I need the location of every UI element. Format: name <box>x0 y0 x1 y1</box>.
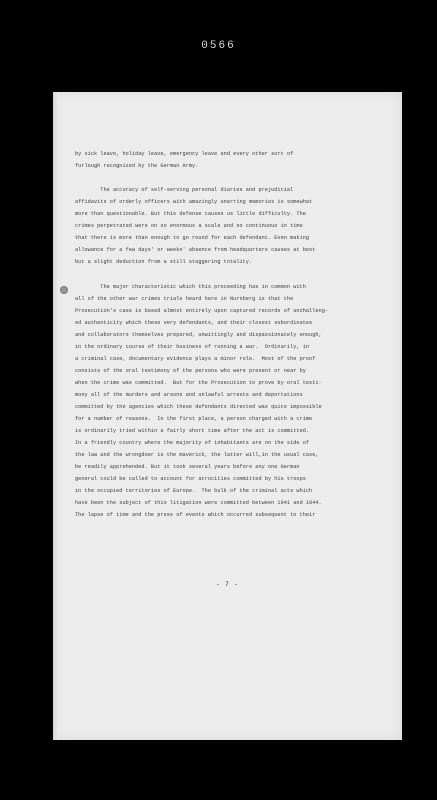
text-line: more than questionable. But this defense causes us little difficulty. The <box>75 211 306 218</box>
text-line: mony all of the murders and arsons and unlawful arrests and deportations <box>75 391 303 398</box>
text-line: have been the subject of this litigation were committed between 1941 and 1944. <box>75 500 322 507</box>
text-line: furlough recognized by the German Army. <box>75 163 199 170</box>
text-line: The lapse of time and the press of events which occurred subsequent to their <box>75 512 316 519</box>
page-edge-shadow <box>53 92 59 740</box>
text-line: crimes perpetrated were on so enormous a scale and so continuous in time <box>75 223 303 230</box>
text-line: consists of the oral testimony of the persons who were present or near by <box>75 367 306 374</box>
text-line: allowance for a few days' or weeks' absence from headquarters causes at best <box>75 247 316 254</box>
text-line: The accuracy of self-serving personal diaries and prejudicial <box>75 187 294 194</box>
text-line: committed by the agencies which these defendants directed was quite impossible <box>75 403 322 410</box>
text-line: that there is more than enough to go round for each defendant. Even making <box>75 235 310 242</box>
text-line: be readily apprehended. But it took several years before any one German <box>75 464 300 471</box>
page-number: - 7 - <box>215 581 239 588</box>
binding-hole <box>60 286 68 294</box>
text-line: ed authenticity which these very defendants, and their closest subordinates <box>75 319 313 326</box>
text-line: all of the other war crimes trials heard here in Nurnberg is that the <box>75 295 294 302</box>
text-line: in the occupied territories of Europe. The bulk of the criminal acts which <box>75 488 313 495</box>
text-line: when the crime was committed. But for the Prosecution to prove by oral testi- <box>75 379 322 386</box>
text-line: but a slight deduction from a still staggering totality. <box>75 259 253 266</box>
text-line: is ordinarily tried within a fairly short time after the act is committed. <box>75 428 310 435</box>
text-line: Prosecution's case is based almost entirely upon captured records of unchalleng- <box>75 307 329 314</box>
text-line: affidavits of orderly officers with amazingly unerring memories is somewhat <box>75 199 313 206</box>
frame-number: 0566 <box>201 40 236 52</box>
text-line: a criminal case, documentary evidence plays a minor role. Most of the proof <box>75 355 316 362</box>
text-line: in the ordinary course of their business of running a war. Ordinarily, in <box>75 343 310 350</box>
text-line: In a friendly country where the majority of inhabitants are on the side of <box>75 440 310 447</box>
text-line: The major characteristic which this proceeding has in common with <box>75 283 306 290</box>
text-line: the law and the wrongdoer is the maverick, the latter will,in the usual case, <box>75 452 319 459</box>
text-line: for a number of reasons. In the first place, a person charged with a crime <box>75 416 313 423</box>
body-text <box>75 148 385 521</box>
text-line: general could be called to account for atrocities committed by his troops <box>75 476 306 483</box>
text-line <box>75 172 385 184</box>
document-page <box>53 92 402 740</box>
text-line: and collaborators themselves prepared, unwittingly and dispassionately enough, <box>75 331 322 338</box>
text-line <box>75 268 385 280</box>
text-line: by sick leave, holiday leave, emergency leave and every other sort of <box>75 151 294 157</box>
